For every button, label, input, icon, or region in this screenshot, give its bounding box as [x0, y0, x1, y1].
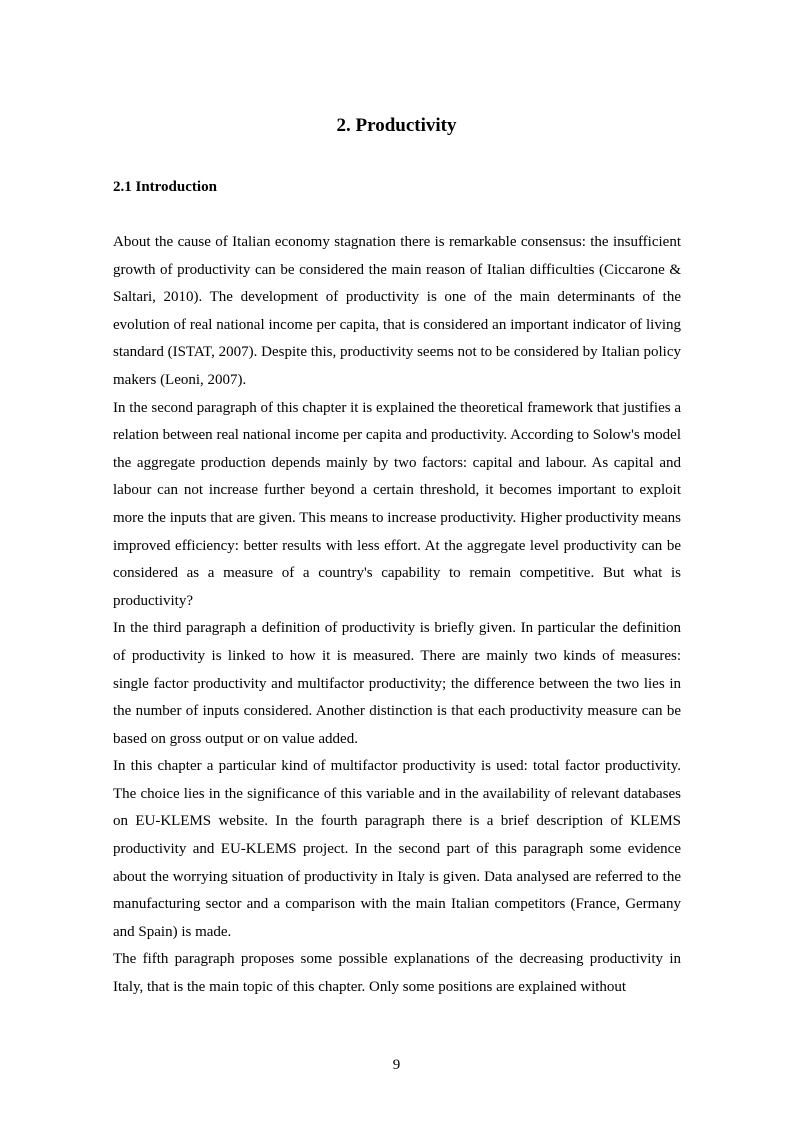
- paragraph: The fifth paragraph proposes some possible explanations of the decreasing productivity in Italy, that is the main topic of this chapter. Only some positions are explained without: [113, 951, 681, 996]
- body-text: [113, 229, 681, 1002]
- page-number: 9: [392, 1057, 401, 1073]
- section-heading: 2.1 Introduction: [113, 179, 217, 195]
- paragraph: In the second paragraph of this chapter it is explained the theoretical framework that justifies a relation between real national income per capita and productivity. According to Solow's model the aggregate production depends mainly by two factors: capital and labour. As capital and labour can not increase further beyond a certain threshold, it becomes important to exploit more the inputs that are given. This means to increase productivity. Higher productivity means improved efficiency: better results with less effort. At the aggregate level productivity can be considered as a measure of a country's capability to remain competitive. But what is productivity?: [113, 399, 681, 609]
- chapter-title: 2. Productivity: [336, 115, 457, 136]
- paragraph: About the cause of Italian economy stagnation there is remarkable consensus: the insufficient growth of productivity can be considered the main reason of Italian difficulties (Ciccarone & Saltari, 2010). The development of productivity is one of the main determinants of the evolution of real national income per capita, that is considered an important indicator of living standard (ISTAT, 2007). Despite this, productivity seems not to be considered by Italian policy makers (Leoni, 2007).: [113, 234, 681, 388]
- paragraph: In the third paragraph a definition of productivity is briefly given. In particular the definition of productivity is linked to how it is measured. There are mainly two kinds of measures: single factor productivity and multifactor productivity; the difference between the two lies in the number of inputs considered. Another distinction is that each productivity measure can be based on gross output or on value added.: [113, 620, 681, 747]
- paragraph: In this chapter a particular kind of multifactor productivity is used: total factor productivity. The choice lies in the significance of this variable and in the availability of relevant databases on EU-KLEMS website. In the fourth paragraph there is a brief description of KLEMS productivity and EU-KLEMS project. In the second part of this paragraph some evidence about the worrying situation of productivity in Italy is given. Data analysed are referred to the manufacturing sector and a comparison with the main Italian competitors (France, Germany and Spain) is made.: [113, 758, 681, 940]
